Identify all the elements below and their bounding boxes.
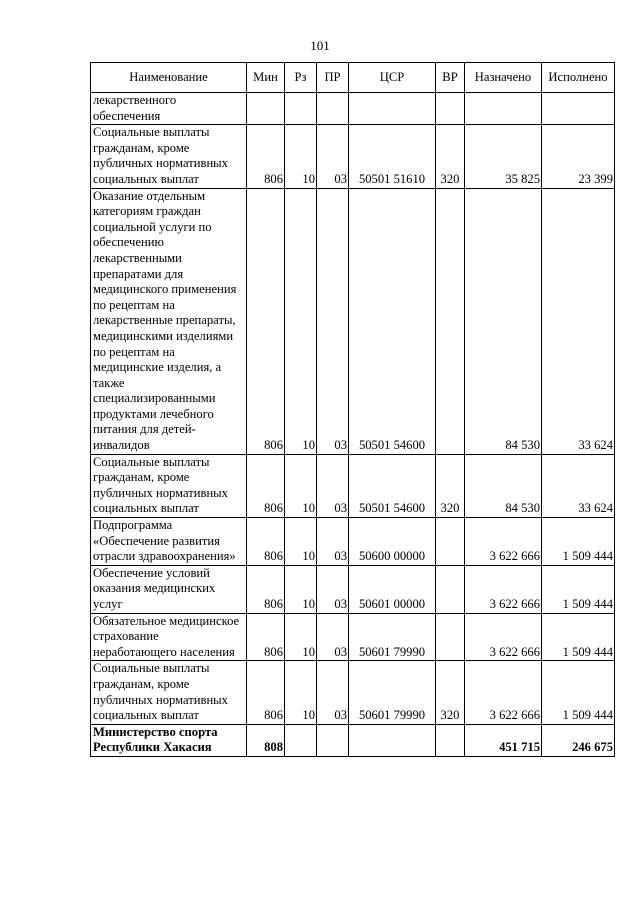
cell-name: лекарственного обеспечения [91, 93, 247, 125]
cell-executed: 1 509 444 [542, 661, 615, 724]
cell-pr: 03 [317, 613, 349, 661]
cell-name: Обязательное медицинское страхование неработающего населения [91, 613, 247, 661]
header-rz: Рз [285, 63, 317, 93]
cell-rz [285, 724, 317, 756]
cell-pr: 03 [317, 661, 349, 724]
cell-name: Социальные выплаты гражданам, кроме публичных нормативных социальных выплат [91, 661, 247, 724]
table-row [91, 565, 615, 613]
budget-table [90, 62, 615, 757]
header-row [91, 63, 615, 93]
cell-vr: 320 [436, 125, 465, 188]
cell-rz: 10 [285, 188, 317, 454]
cell-assigned: 84 530 [465, 188, 542, 454]
cell-name: Социальные выплаты гражданам, кроме публичных нормативных социальных выплат [91, 454, 247, 517]
cell-assigned: 3 622 666 [465, 661, 542, 724]
header-pr: ПР [317, 63, 349, 93]
header-min: Мин [247, 63, 285, 93]
cell-executed [542, 93, 615, 125]
cell-csr: 50601 79990 [349, 661, 436, 724]
cell-csr: 50601 79990 [349, 613, 436, 661]
cell-rz: 10 [285, 661, 317, 724]
cell-vr [436, 518, 465, 566]
cell-executed: 1 509 444 [542, 518, 615, 566]
table-row [91, 661, 615, 724]
header-assigned: Назначено [465, 63, 542, 93]
cell-vr [436, 724, 465, 756]
table-row [91, 724, 615, 756]
page-number: 101 [310, 38, 330, 53]
cell-vr [436, 93, 465, 125]
cell-vr: 320 [436, 454, 465, 517]
cell-executed: 1 509 444 [542, 613, 615, 661]
cell-name: Оказание отдельным категориям граждан социальной услуги по обеспечению лекарственными препаратами для медицинского применения по рецептам на лекарственные препараты, медицинскими изделиями по рецептам на медицинские изделия, а также специализированными продуктами лечебного питания для детей-инвалидов [91, 188, 247, 454]
cell-name: Социальные выплаты гражданам, кроме публичных нормативных социальных выплат [91, 125, 247, 188]
cell-pr [317, 724, 349, 756]
cell-min: 806 [247, 188, 285, 454]
cell-min: 806 [247, 613, 285, 661]
cell-assigned: 3 622 666 [465, 565, 542, 613]
cell-rz: 10 [285, 518, 317, 566]
cell-csr: 50501 54600 [349, 188, 436, 454]
cell-min: 806 [247, 125, 285, 188]
table-body [91, 93, 615, 757]
cell-min [247, 93, 285, 125]
cell-min: 808 [247, 724, 285, 756]
cell-assigned: 3 622 666 [465, 613, 542, 661]
cell-csr [349, 724, 436, 756]
cell-rz: 10 [285, 565, 317, 613]
cell-vr: 320 [436, 661, 465, 724]
cell-csr: 50600 00000 [349, 518, 436, 566]
cell-csr: 50601 00000 [349, 565, 436, 613]
header-executed: Исполнено [542, 63, 615, 93]
cell-name: Обеспечение условий оказания медицинских услуг [91, 565, 247, 613]
cell-csr: 50501 54600 [349, 454, 436, 517]
cell-assigned: 3 622 666 [465, 518, 542, 566]
table-row [91, 125, 615, 188]
table-row [91, 93, 615, 125]
cell-executed: 33 624 [542, 188, 615, 454]
cell-pr: 03 [317, 454, 349, 517]
cell-min: 806 [247, 454, 285, 517]
cell-rz [285, 93, 317, 125]
cell-min: 806 [247, 661, 285, 724]
cell-executed: 1 509 444 [542, 565, 615, 613]
header-vr: ВР [436, 63, 465, 93]
cell-rz: 10 [285, 454, 317, 517]
cell-executed: 246 675 [542, 724, 615, 756]
cell-vr [436, 188, 465, 454]
header-csr: ЦСР [349, 63, 436, 93]
cell-rz: 10 [285, 125, 317, 188]
cell-pr: 03 [317, 565, 349, 613]
cell-csr [349, 93, 436, 125]
cell-rz: 10 [285, 613, 317, 661]
cell-name: Министерство спорта Республики Хакасия [91, 724, 247, 756]
cell-min: 806 [247, 565, 285, 613]
cell-assigned [465, 93, 542, 125]
cell-name: Подпрограмма «Обеспечение развития отрасли здравоохранения» [91, 518, 247, 566]
cell-vr [436, 613, 465, 661]
table-row [91, 518, 615, 566]
cell-min: 806 [247, 518, 285, 566]
cell-assigned: 35 825 [465, 125, 542, 188]
table-row [91, 613, 615, 661]
table-row [91, 454, 615, 517]
cell-pr: 03 [317, 518, 349, 566]
cell-executed: 23 399 [542, 125, 615, 188]
cell-pr: 03 [317, 125, 349, 188]
header-name: Наименование [91, 63, 247, 93]
cell-assigned: 84 530 [465, 454, 542, 517]
cell-assigned: 451 715 [465, 724, 542, 756]
table-row [91, 188, 615, 454]
cell-executed: 33 624 [542, 454, 615, 517]
cell-pr [317, 93, 349, 125]
cell-pr: 03 [317, 188, 349, 454]
cell-csr: 50501 51610 [349, 125, 436, 188]
cell-vr [436, 565, 465, 613]
